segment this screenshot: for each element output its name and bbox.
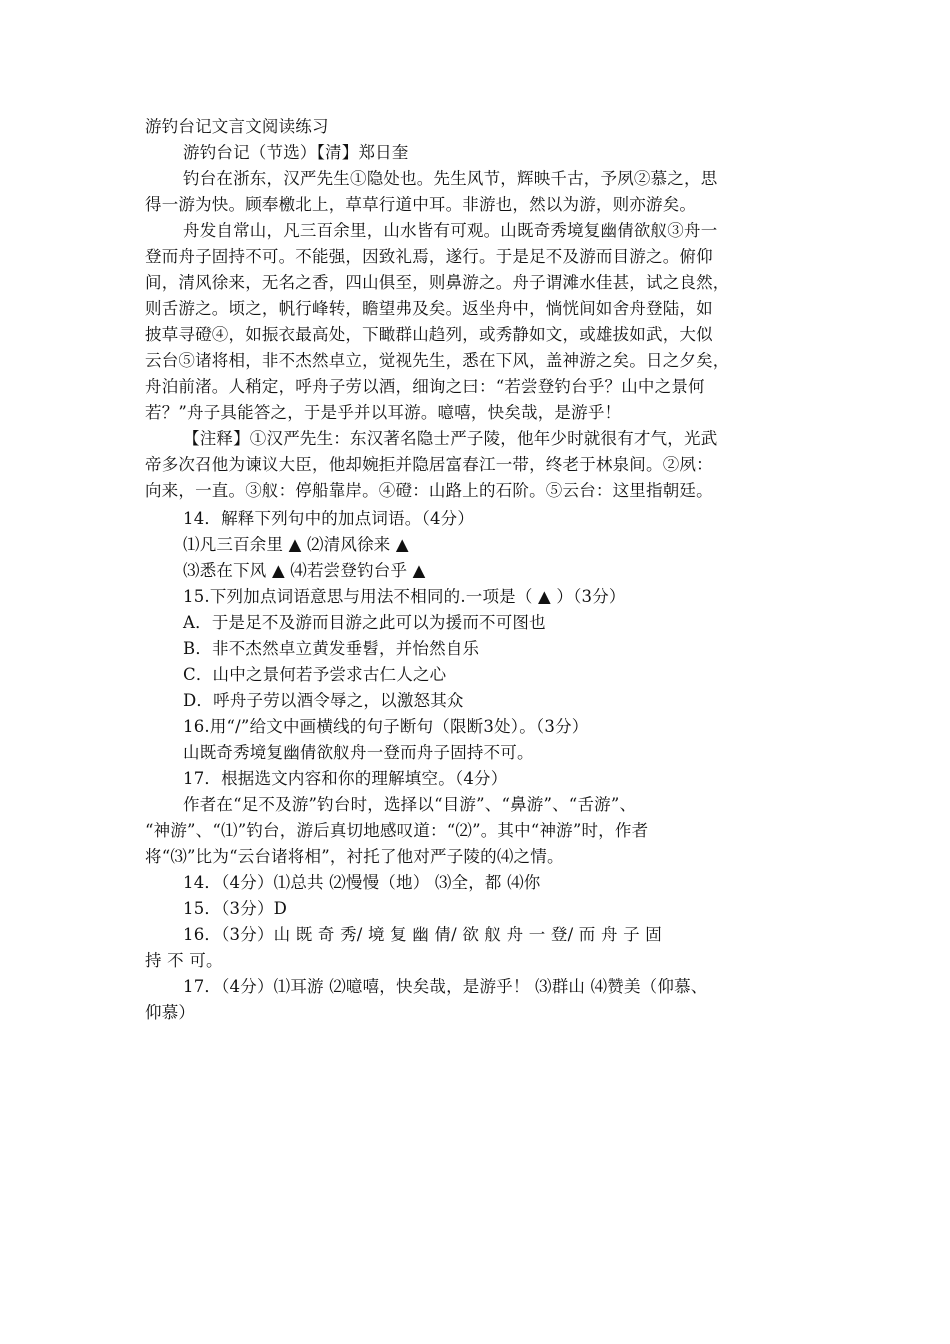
question-16-sentence: 山既奇秀境复幽倩欲舣舟一登而舟子固持不可。	[183, 743, 534, 762]
question-17-line: 作者在“足不及游”钓台时，选择以“目游”、“鼻游”、“舌游”、	[183, 795, 637, 814]
question-15-option-d: D．呼舟子劳以酒令辱之，以激怒其众	[183, 691, 464, 710]
question-15-option-b: B．非不杰然卓立黄发垂髫，并怡然自乐	[183, 639, 480, 658]
answer-17-line: 仰慕）	[145, 1003, 196, 1022]
question-15: 15.下列加点词语意思与用法不相同的.一项是（ ▲ ）（3分）	[183, 587, 626, 606]
answer-14: 14．（4分）⑴总共 ⑵慢慢（地） ⑶全，都 ⑷你	[183, 873, 541, 892]
paragraph-2-line: 间，清风徐来，无名之香，四山俱至，则鼻游之。舟子谓滩水佳甚，试之良然，	[145, 273, 730, 292]
notes-line: 帝多次召他为谏议大臣，他却婉拒并隐居富春江一带，终老于林泉间。②夙：	[145, 455, 713, 474]
notes-line: 【注释】①汉严先生：东汉著名隐士严子陵，他年少时就很有才气，光武	[183, 429, 718, 448]
answer-16-line: 持 不 可。	[145, 951, 223, 970]
passage-title: 游钓台记（节选）【清】郑日奎	[183, 143, 409, 162]
question-15-option-c: C．山中之景何若予尝求古仁人之心	[183, 665, 447, 684]
paragraph-2-line: 云台⑤诸将相，非不杰然卓立，觉视先生，悉在下风，盖神游之矣。日之夕矣，	[145, 351, 730, 370]
question-14: 14．解释下列句中的加点词语。（4分）	[183, 509, 475, 528]
answer-16-line: 16．（3分）山 既 奇 秀/ 境 复 幽 倩/ 欲 舣 舟 一 登/ 而 舟 子 固	[183, 925, 662, 944]
paragraph-1-line: 得一游为快。顾奉檄北上，草草行道中耳。非游也，然以为游，则亦游矣。	[145, 195, 697, 214]
paragraph-2-line: 舟发自常山，凡三百余里，山水皆有可观。山既奇秀境复幽倩欲舣③舟一	[183, 221, 718, 240]
question-17-line: 将“⑶”比为“云台诸将相”，衬托了他对严子陵的⑷之情。	[145, 847, 564, 866]
question-16: 16.用“/”给文中画横线的句子断句（限断3处）。（3分）	[183, 717, 589, 736]
answer-17-line: 17．（4分）⑴耳游 ⑵噫嘻，快矣哉，是游乎！ ⑶群山 ⑷赞美（仰慕、	[183, 977, 708, 996]
question-15-option-a: A．于是足不及游而目游之此可以为援而不可图也	[183, 613, 546, 632]
paragraph-2-line: 披草寻磴④，如振衣最高处，下瞰群山趋列，或秀静如文，或雄拔如武，大似	[145, 325, 713, 344]
question-14-items: ⑴凡三百余里 ▲ ⑵清风徐来 ▲	[183, 535, 409, 554]
document-title: 游钓台记文言文阅读练习	[145, 117, 329, 136]
paragraph-2-line: 舟泊前渚。人稍定，呼舟子劳以酒，细询之曰：“若尝登钓台乎？山中之景何	[145, 377, 705, 396]
paragraph-2-line: 登而舟子固持不可。不能强，因致礼焉，遂行。于是足不及游而目游之。俯仰	[145, 247, 713, 266]
paragraph-2-line: 则舌游之。顷之，帆行峰转，瞻望弗及矣。返坐舟中，惝恍间如舍舟登陆，如	[145, 299, 713, 318]
question-14-items: ⑶悉在下风 ▲ ⑷若尝登钓台乎 ▲	[183, 561, 426, 580]
paragraph-1-line: 钓台在浙东，汉严先生①隐处也。先生风节，辉映千古，予夙②慕之，思	[183, 169, 718, 188]
question-17: 17．根据选文内容和你的理解填空。（4分）	[183, 769, 508, 788]
question-17-line: “神游”、“⑴”钓台，游后真切地感叹道：“⑵”。其中“神游”时，作者	[145, 821, 649, 840]
paragraph-2-line: 若？”舟子具能答之，于是乎并以耳游。噫嘻，快矣哉，是游乎！	[145, 403, 622, 422]
notes-line: 向来，一直。③舣：停船靠岸。④磴：山路上的石阶。⑤云台：这里指朝廷。	[145, 481, 713, 500]
answer-15: 15．（3分）D	[183, 899, 288, 918]
